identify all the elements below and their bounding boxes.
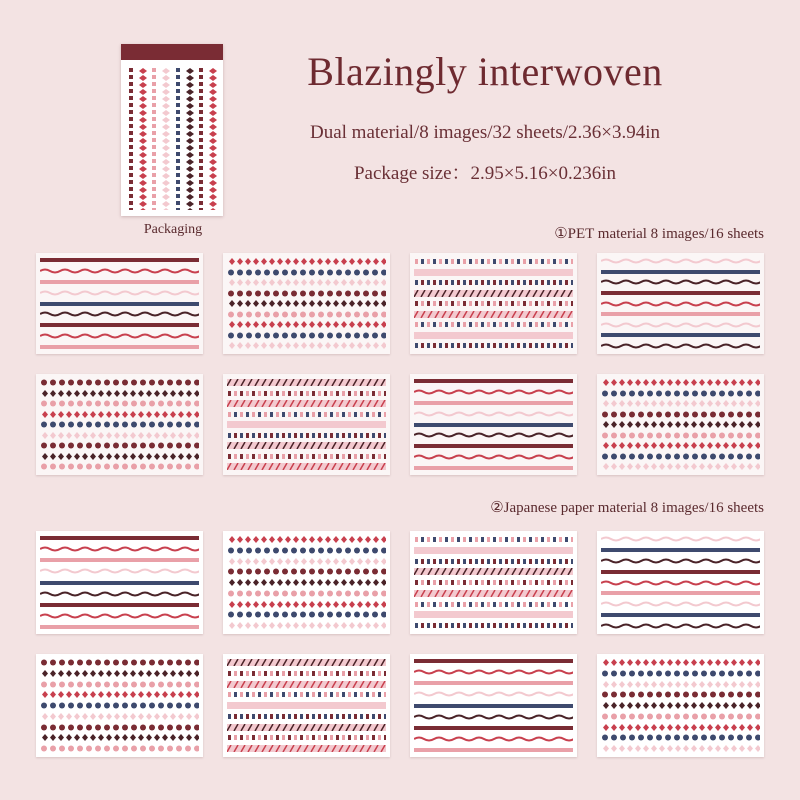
tape-pattern-strip (40, 323, 199, 327)
tape-pattern-strip (414, 558, 573, 565)
tape-pattern-strip (227, 670, 386, 677)
tape-pattern-strip (601, 258, 760, 264)
packaging-pattern-column (127, 66, 135, 210)
tape-pattern-strip (414, 332, 573, 339)
tape-pattern-strip (40, 724, 199, 731)
tape-pattern-strip (414, 466, 573, 470)
tape-pattern-strip (40, 268, 199, 274)
spec-line: Dual material/8 images/32 sheets/2.36×3.94in (309, 122, 660, 143)
tape-pattern-strip (40, 345, 199, 349)
tape-pattern-strip (227, 258, 386, 265)
tape-pattern-strip (601, 400, 760, 407)
tape-pattern-strip (414, 704, 573, 708)
tape-pattern-strip (227, 269, 386, 276)
tape-pattern-strip (40, 390, 199, 397)
tape-pattern-strip (227, 536, 386, 543)
tape-pattern-strip (40, 568, 199, 574)
tape-pattern-strip (601, 659, 760, 666)
tape-pattern-strip (227, 590, 386, 597)
tape-sample-card (223, 374, 390, 475)
tape-pattern-strip (40, 713, 199, 720)
tape-pattern-strip (227, 300, 386, 307)
tape-pattern-strip (601, 333, 760, 337)
tape-pattern-strip (227, 463, 386, 470)
tape-pattern-strip (601, 745, 760, 752)
tape-pattern-strip (601, 536, 760, 542)
tape-pattern-strip (601, 724, 760, 731)
tape-pattern-strip (227, 290, 386, 297)
tape-pattern-strip (601, 713, 760, 720)
tape-pattern-strip (40, 581, 199, 585)
tape-pattern-strip (601, 343, 760, 349)
tape-pattern-strip (414, 590, 573, 597)
tape-sample-card (410, 654, 577, 757)
tape-pattern-strip (227, 311, 386, 318)
tape-pattern-strip (227, 421, 386, 428)
tape-pattern-strip (414, 726, 573, 730)
tape-sample-card (410, 531, 577, 634)
tape-pattern-strip (40, 411, 199, 418)
product-title: Blazingly interwoven (307, 49, 663, 94)
tape-pattern-strip (227, 321, 386, 328)
tape-pattern-strip (414, 748, 573, 752)
tape-sample-card (223, 531, 390, 634)
tape-pattern-strip (414, 311, 573, 318)
tape-pattern-strip (601, 379, 760, 386)
tape-sample-card (597, 654, 764, 757)
tape-sample-card (410, 253, 577, 354)
tape-pattern-strip (227, 659, 386, 666)
paper-section-label: ②Japanese paper material 8 images/16 sheets (490, 500, 764, 516)
tape-pattern-strip (40, 546, 199, 552)
tape-pattern-strip (227, 579, 386, 586)
packaging-pattern-column (162, 66, 170, 210)
tape-pattern-strip (414, 423, 573, 427)
packaging-image (121, 44, 223, 216)
tape-pattern-strip (414, 659, 573, 663)
tape-pattern-strip (227, 332, 386, 339)
pet-sample-grid (36, 253, 764, 475)
tape-pattern-strip (40, 558, 199, 562)
tape-pattern-strip (40, 603, 199, 607)
tape-sample-card (223, 253, 390, 354)
tape-sample-card (36, 531, 203, 634)
tape-pattern-strip (414, 258, 573, 265)
tape-pattern-strip (601, 570, 760, 574)
tape-pattern-strip (414, 622, 573, 629)
tape-pattern-strip (227, 611, 386, 618)
tape-pattern-strip (40, 442, 199, 449)
tape-sample-card (36, 654, 203, 757)
tape-pattern-strip (601, 681, 760, 688)
paper-sample-grid (36, 531, 764, 757)
tape-pattern-strip (227, 713, 386, 720)
tape-pattern-strip (601, 734, 760, 741)
tape-pattern-strip (414, 691, 573, 697)
tape-pattern-strip (414, 342, 573, 349)
tape-sample-card (597, 253, 764, 354)
tape-pattern-strip (227, 558, 386, 565)
tape-pattern-strip (40, 400, 199, 407)
tape-pattern-strip (227, 702, 386, 709)
tape-sample-card (36, 374, 203, 475)
tape-pattern-strip (601, 691, 760, 698)
tape-sample-card (223, 654, 390, 757)
packaging-pattern-column (197, 66, 205, 210)
tape-pattern-strip (40, 670, 199, 677)
tape-pattern-strip (601, 601, 760, 607)
tape-pattern-strip (601, 613, 760, 617)
tape-pattern-strip (40, 745, 199, 752)
tape-pattern-strip (227, 622, 386, 629)
tape-sample-card (410, 374, 577, 475)
tape-sample-card (36, 253, 203, 354)
tape-pattern-strip (227, 442, 386, 449)
tape-pattern-strip (601, 432, 760, 439)
tape-pattern-strip (601, 453, 760, 460)
tape-sample-card (597, 374, 764, 475)
tape-pattern-strip (414, 444, 573, 448)
tape-pattern-strip (414, 411, 573, 417)
tape-pattern-strip (40, 258, 199, 262)
tape-pattern-strip (601, 548, 760, 552)
tape-pattern-strip (601, 291, 760, 295)
tape-pattern-strip (227, 691, 386, 698)
tape-pattern-strip (40, 702, 199, 709)
tape-pattern-strip (227, 342, 386, 349)
tape-pattern-strip (227, 745, 386, 752)
packaging-header-band (121, 44, 223, 60)
tape-pattern-strip (40, 613, 199, 619)
tape-pattern-strip (414, 379, 573, 383)
tape-pattern-strip (414, 568, 573, 575)
tape-pattern-strip (601, 411, 760, 418)
pet-section-label: ①PET material 8 images/16 sheets (554, 226, 764, 242)
tape-pattern-strip (414, 454, 573, 460)
tape-pattern-strip (40, 432, 199, 439)
tape-pattern-strip (414, 389, 573, 395)
tape-pattern-strip (601, 591, 760, 595)
tape-pattern-strip (227, 279, 386, 286)
tape-pattern-strip (227, 411, 386, 418)
tape-pattern-strip (40, 536, 199, 540)
packaging-pattern-columns (127, 66, 217, 210)
tape-pattern-strip (40, 290, 199, 296)
tape-pattern-strip (227, 724, 386, 731)
tape-pattern-strip (414, 714, 573, 720)
tape-pattern-strip (227, 432, 386, 439)
tape-pattern-strip (414, 611, 573, 618)
tape-pattern-strip (601, 463, 760, 470)
tape-pattern-strip (601, 442, 760, 449)
tape-pattern-strip (414, 536, 573, 543)
tape-pattern-strip (601, 702, 760, 709)
tape-pattern-strip (414, 681, 573, 685)
tape-pattern-strip (414, 669, 573, 675)
packaging-pattern-column (139, 66, 147, 210)
tape-pattern-strip (414, 432, 573, 438)
tape-pattern-strip (414, 290, 573, 297)
tape-pattern-strip (40, 681, 199, 688)
tape-pattern-strip (227, 734, 386, 741)
tape-sample-card (597, 531, 764, 634)
tape-pattern-strip (40, 625, 199, 629)
tape-pattern-strip (40, 379, 199, 386)
tape-pattern-strip (601, 670, 760, 677)
packaging-pattern-column (209, 66, 217, 210)
tape-pattern-strip (601, 279, 760, 285)
tape-pattern-strip (414, 547, 573, 554)
tape-pattern-strip (601, 270, 760, 274)
tape-pattern-strip (227, 453, 386, 460)
tape-pattern-strip (601, 580, 760, 586)
tape-pattern-strip (601, 623, 760, 629)
tape-pattern-strip (414, 269, 573, 276)
tape-pattern-strip (414, 300, 573, 307)
tape-pattern-strip (40, 280, 199, 284)
tape-pattern-strip (227, 601, 386, 608)
packaging-pattern-column (174, 66, 182, 210)
tape-pattern-strip (40, 421, 199, 428)
packaging-pattern-column (186, 66, 194, 210)
package-size-line: Package size：2.95×5.16×0.236in (353, 163, 617, 184)
tape-pattern-strip (227, 400, 386, 407)
packaging-pattern-column (150, 66, 158, 210)
tape-pattern-strip (227, 390, 386, 397)
tape-pattern-strip (40, 691, 199, 698)
tape-pattern-strip (414, 279, 573, 286)
tape-pattern-strip (40, 463, 199, 470)
tape-pattern-strip (414, 601, 573, 608)
tape-pattern-strip (227, 681, 386, 688)
tape-pattern-strip (40, 453, 199, 460)
tape-pattern-strip (40, 591, 199, 597)
tape-pattern-strip (601, 390, 760, 397)
tape-pattern-strip (40, 659, 199, 666)
tape-pattern-strip (227, 568, 386, 575)
tape-pattern-strip (414, 579, 573, 586)
tape-pattern-strip (414, 321, 573, 328)
tape-pattern-strip (227, 547, 386, 554)
tape-pattern-strip (601, 322, 760, 328)
tape-pattern-strip (601, 558, 760, 564)
tape-pattern-strip (601, 312, 760, 316)
tape-pattern-strip (40, 302, 199, 306)
tape-pattern-strip (40, 311, 199, 317)
tape-pattern-strip (40, 333, 199, 339)
packaging-label: Packaging (143, 222, 203, 237)
tape-pattern-strip (414, 736, 573, 742)
tape-pattern-strip (414, 401, 573, 405)
tape-pattern-strip (40, 734, 199, 741)
tape-pattern-strip (227, 379, 386, 386)
tape-pattern-strip (601, 301, 760, 307)
tape-pattern-strip (601, 421, 760, 428)
